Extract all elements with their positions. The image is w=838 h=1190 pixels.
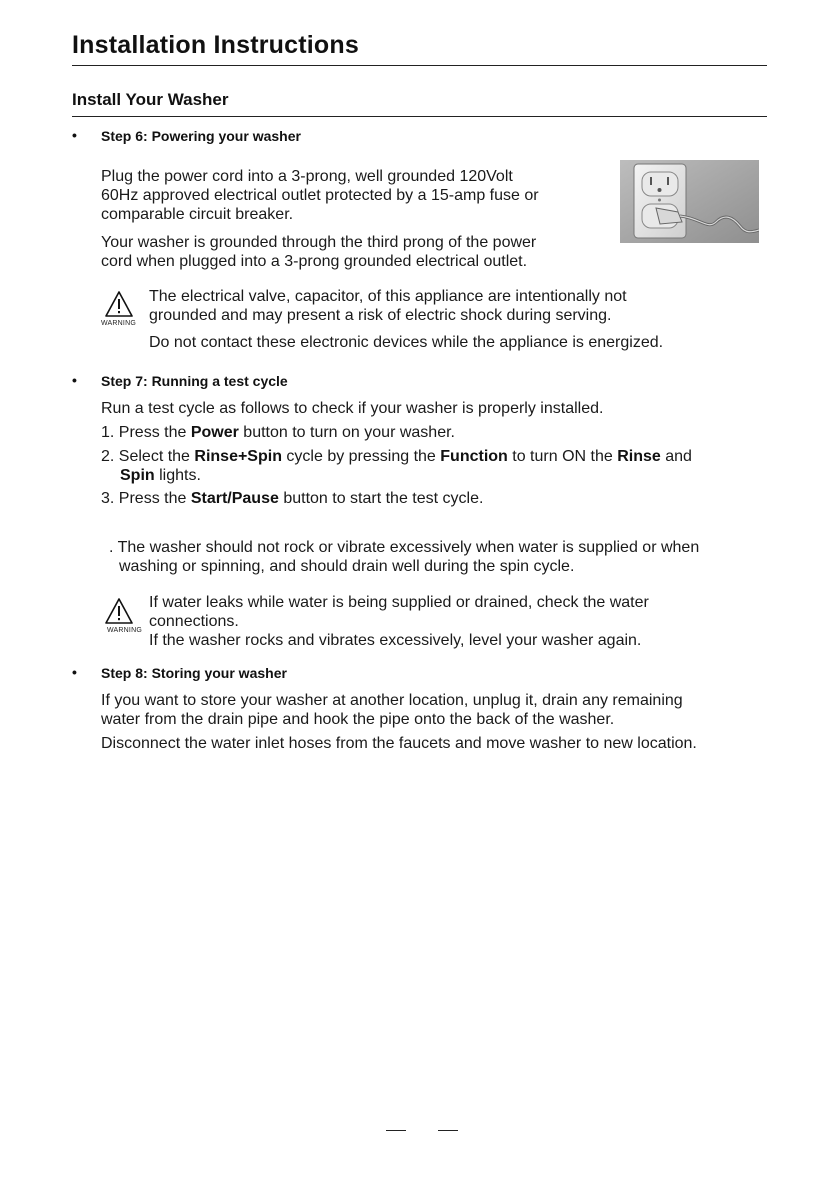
warning-icon [104, 290, 134, 318]
step6-warning-line1: The electrical valve, capacitor, of this appliance are intentionally not [149, 288, 627, 305]
step8-p1-line1: If you want to store your washer at another location, unplug it, drain any remaining [101, 692, 683, 709]
power-keyword: Power [190, 424, 239, 441]
section-divider [72, 116, 767, 117]
step8-heading: • Step 8: Storing your washer [101, 665, 287, 681]
step6-p1-line3: comparable circuit breaker. [101, 206, 294, 223]
step6-warning-line2: grounded and may present a risk of electric shock during serving. [149, 307, 612, 324]
step8-p1-line2: water from the drain pipe and hook the pipe onto the back of the washer. [101, 711, 615, 728]
step7-warning-line2: connections. [149, 613, 239, 630]
step8-paragraph-1 [101, 691, 683, 729]
start-pause-keyword: Start/Pause [190, 490, 279, 507]
outlet-plug-illustration [620, 160, 759, 243]
warning-label: WARNING [107, 627, 142, 634]
step7-warning-line1: If water leaks while water is being supplied or drained, check the water [149, 594, 649, 611]
step6-heading: • Step 6: Powering your washer [101, 128, 301, 144]
step7-note-line2: washing or spinning, and should drain well during the spin cycle. [119, 558, 575, 575]
step7-intro: Run a test cycle as follows to check if your washer is properly installed. [101, 400, 604, 417]
footer-mark-right [438, 1130, 458, 1131]
step7-note [109, 538, 699, 576]
step7-warning-text [149, 593, 649, 650]
step7-item-3: 3. Press the Start/Pause button to start the test cycle. [101, 490, 484, 507]
spin-keyword: Spin [120, 467, 155, 484]
step6-p1-line1: Plug the power cord into a 3-prong, well grounded 120Volt [101, 168, 513, 185]
step6-warning-line3: Do not contact these electronic devices while the appliance is energized. [149, 334, 664, 351]
step7-note-line1: . The washer should not rock or vibrate excessively when water is supplied or when [109, 539, 700, 556]
step8-paragraph-2: Disconnect the water inlet hoses from the faucets and move washer to new location. [101, 735, 697, 752]
step6-paragraph-1 [101, 167, 539, 224]
step7-item-2: 2. Select the Rinse+Spin cycle by pressing the Function to turn ON the Rinse and Spin lights. [101, 448, 692, 484]
step6-p1-line2: 60Hz approved electrical outlet protected by a 15-amp fuse or [101, 187, 539, 204]
warning-label: WARNING [101, 320, 136, 327]
warning-icon [104, 597, 134, 625]
footer-mark-left [386, 1130, 406, 1131]
step7-warning-line3: If the washer rocks and vibrates excessively, level your washer again. [149, 632, 642, 649]
function-keyword: Function [440, 448, 508, 465]
rinse-keyword: Rinse [617, 448, 661, 465]
step6-paragraph-2 [101, 233, 536, 271]
rinse-spin-keyword: Rinse+Spin [194, 448, 282, 465]
page-title: Installation Instructions [72, 31, 359, 59]
title-divider [72, 65, 767, 66]
step6-p2-line1: Your washer is grounded through the third prong of the power [101, 234, 537, 251]
section-title: Install Your Washer [72, 90, 229, 109]
step6-warning-text [149, 287, 627, 325]
step7-heading: • Step 7: Running a test cycle [101, 373, 288, 389]
step6-p2-line2: cord when plugged into a 3-prong grounded electrical outlet. [101, 253, 528, 270]
step7-item-1: 1. Press the Power button to turn on your washer. [101, 424, 455, 441]
